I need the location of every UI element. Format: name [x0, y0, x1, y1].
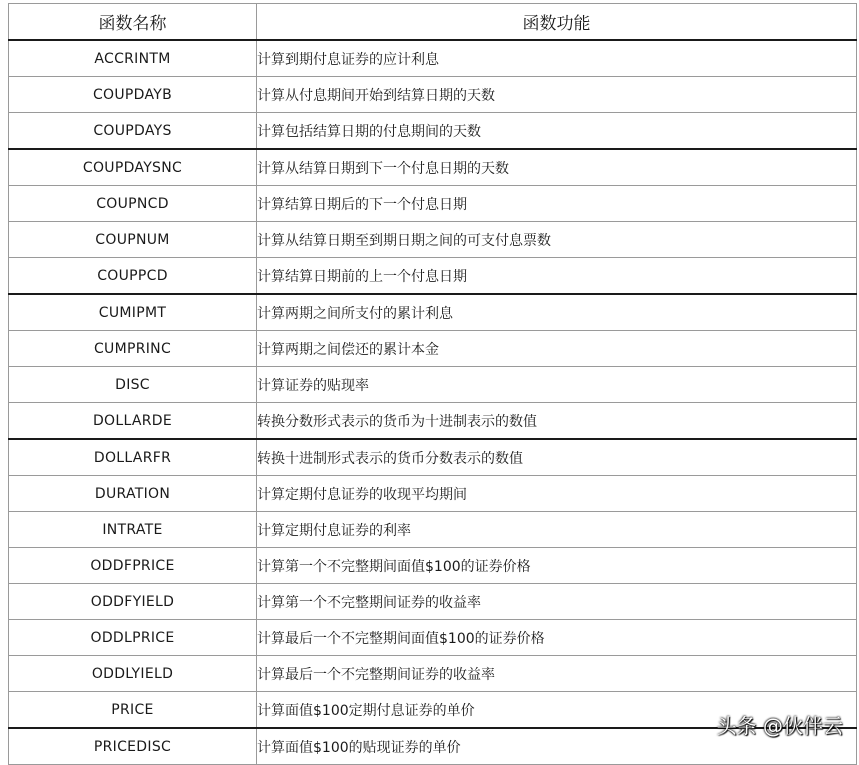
function-description-cell: 计算两期之间偿还的累计本金 — [257, 331, 857, 367]
function-description-cell: 计算结算日期后的下一个付息日期 — [257, 186, 857, 222]
table-row — [9, 186, 857, 222]
function-description-cell: 计算面值$100定期付息证券的单价 — [257, 692, 857, 729]
table-row — [9, 620, 857, 656]
function-name-cell: CUMPRINC — [9, 331, 257, 367]
table-row — [9, 692, 857, 729]
table-row — [9, 149, 857, 186]
function-description-cell: 计算证券的贴现率 — [257, 367, 857, 403]
function-description-cell: 计算到期付息证券的应计利息 — [257, 40, 857, 77]
function-name-cell: PRICEDISC — [9, 728, 257, 765]
function-name-cell: DURATION — [9, 476, 257, 512]
function-description-cell: 计算最后一个不完整期间面值$100的证券价格 — [257, 620, 857, 656]
function-name-cell: DOLLARDE — [9, 403, 257, 440]
function-description-cell: 计算从结算日期到下一个付息日期的天数 — [257, 149, 857, 186]
function-name-cell: PRICE — [9, 692, 257, 729]
function-name-cell: COUPDAYSNC — [9, 149, 257, 186]
function-description-cell: 计算面值$100的贴现证券的单价 — [257, 728, 857, 765]
function-description-cell: 计算定期付息证券的利率 — [257, 512, 857, 548]
function-name-cell: COUPPCD — [9, 258, 257, 295]
function-name-cell: COUPNUM — [9, 222, 257, 258]
watermark: 头条 @伙伴云 — [716, 714, 843, 738]
table-row — [9, 258, 857, 295]
function-description-cell: 转换十进制形式表示的货币分数表示的数值 — [257, 439, 857, 476]
function-description-cell: 计算从结算日期至到期日期之间的可支付息票数 — [257, 222, 857, 258]
function-description-cell: 计算最后一个不完整期间证券的收益率 — [257, 656, 857, 692]
function-name-cell: COUPNCD — [9, 186, 257, 222]
function-name-cell: COUPDAYS — [9, 113, 257, 150]
table-row — [9, 403, 857, 440]
table-row — [9, 476, 857, 512]
function-name-cell: DOLLARFR — [9, 439, 257, 476]
table-row — [9, 331, 857, 367]
header-function-description: 函数功能 — [257, 4, 857, 41]
function-name-cell: CUMIPMT — [9, 294, 257, 331]
function-name-cell: INTRATE — [9, 512, 257, 548]
table-row — [9, 512, 857, 548]
function-name-cell: ACCRINTM — [9, 40, 257, 77]
function-name-cell: ODDLYIELD — [9, 656, 257, 692]
function-description-cell: 计算定期付息证券的收现平均期间 — [257, 476, 857, 512]
table-row — [9, 439, 857, 476]
function-name-cell: DISC — [9, 367, 257, 403]
table-row — [9, 728, 857, 765]
table-row — [9, 294, 857, 331]
table-header-row — [9, 4, 857, 41]
function-name-cell: ODDFYIELD — [9, 584, 257, 620]
header-function-name: 函数名称 — [9, 4, 257, 41]
table-row — [9, 113, 857, 150]
function-description-cell: 计算两期之间所支付的累计利息 — [257, 294, 857, 331]
table-row — [9, 367, 857, 403]
function-description-cell: 计算从付息期间开始到结算日期的天数 — [257, 77, 857, 113]
function-name-cell: COUPDAYB — [9, 77, 257, 113]
table-row — [9, 222, 857, 258]
function-description-cell: 计算第一个不完整期间面值$100的证券价格 — [257, 548, 857, 584]
function-name-cell: ODDLPRICE — [9, 620, 257, 656]
function-description-cell: 计算包括结算日期的付息期间的天数 — [257, 113, 857, 150]
table-row — [9, 584, 857, 620]
table-row — [9, 77, 857, 113]
financial-functions-table — [8, 3, 857, 765]
function-name-cell: ODDFPRICE — [9, 548, 257, 584]
table-row — [9, 40, 857, 77]
function-description-cell: 转换分数形式表示的货币为十进制表示的数值 — [257, 403, 857, 440]
function-description-cell: 计算结算日期前的上一个付息日期 — [257, 258, 857, 295]
table-row — [9, 548, 857, 584]
function-description-cell: 计算第一个不完整期间证券的收益率 — [257, 584, 857, 620]
table-row — [9, 656, 857, 692]
